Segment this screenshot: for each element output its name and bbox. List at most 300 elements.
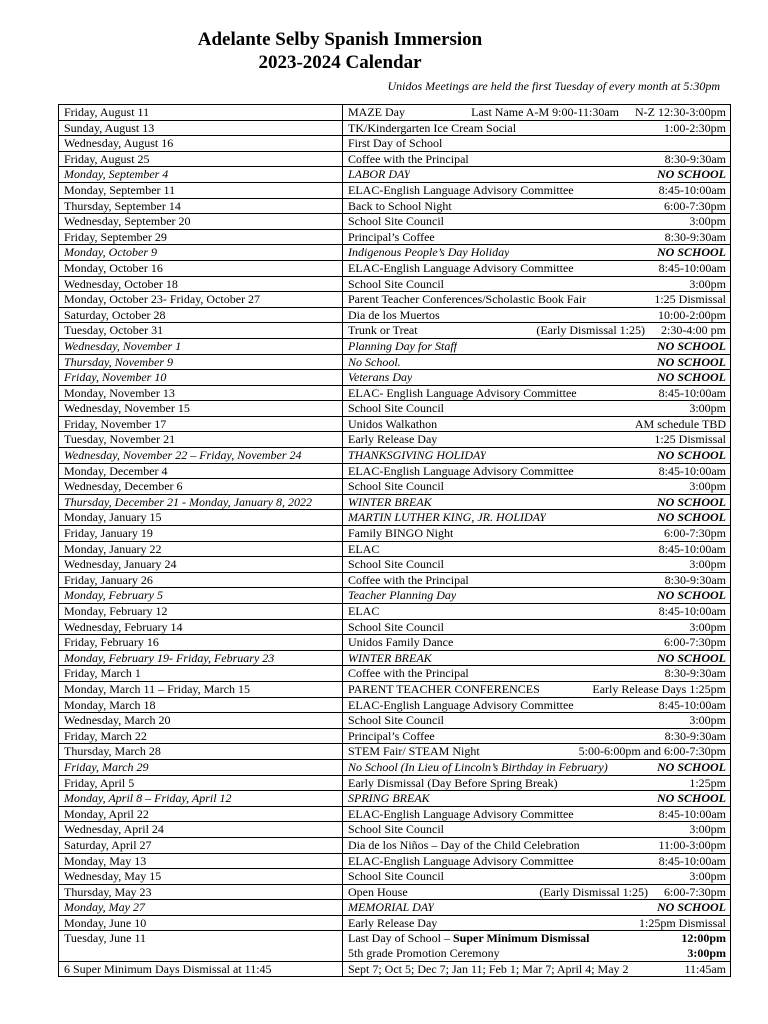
table-row [59,432,731,448]
event-date: Friday, August 11 [59,105,343,121]
table-row [59,900,731,916]
event-date: Friday, April 5 [59,775,343,791]
event-time: 8:45-10:00am [658,182,726,197]
event-cell [343,604,731,620]
event-date: Wednesday, October 18 [59,276,343,292]
event-cell [343,401,731,417]
event-line [348,510,726,525]
event-date: Thursday, December 21 - Monday, January 8, 2022 [59,494,343,510]
event-line [348,620,726,635]
event-description: LABOR DAY [348,167,411,182]
table-row [59,619,731,635]
table-row [59,214,731,230]
event-description: Coffee with the Principal [348,666,469,681]
event-date: Friday, September 29 [59,229,343,245]
event-description: ELAC-English Language Advisory Committee [348,806,574,821]
event-description-plain: Last Day of School – [348,931,453,946]
event-description: Coffee with the Principal [348,572,469,587]
event-description: 5th grade Promotion Ceremony [348,946,500,961]
event-cell [343,338,731,354]
event-cell [343,229,731,245]
event-cell [343,260,731,276]
table-row [59,557,731,573]
event-line [348,136,726,151]
event-date: Friday, January 19 [59,526,343,542]
table-row [59,775,731,791]
event-cell [343,853,731,869]
event-time: 8:45-10:00am [658,604,726,618]
event-line [348,962,726,977]
event-line [348,479,726,494]
event-cell [343,572,731,588]
event-cell [343,635,731,651]
event-line [348,651,726,666]
event-line [348,277,726,292]
event-cell [343,214,731,230]
event-line [348,869,726,884]
table-row-last-day [59,931,731,961]
no-school-label: NO SCHOOL [656,494,726,509]
calendar-table [58,104,731,977]
event-cell [343,557,731,573]
no-school-label: NO SCHOOL [656,900,726,915]
event-description: Open House [348,884,408,899]
event-date: Friday, March 29 [59,759,343,775]
event-date: Monday, February 19- Friday, February 23 [59,650,343,666]
event-date: Friday, January 26 [59,572,343,588]
event-line [348,386,726,401]
event-line [348,760,726,775]
event-date: Wednesday, September 20 [59,214,343,230]
event-date: Thursday, May 23 [59,884,343,900]
event-description: Dia de los Muertos [348,307,440,322]
event-date: Monday, January 22 [59,541,343,557]
event-cell [343,416,731,432]
event-detail: Last Name A-M 9:00-11:30am [471,105,619,119]
table-row [59,370,731,386]
event-time: 8:30-9:30am [664,229,726,244]
event-time: 1:25 Dismissal [654,432,726,447]
no-school-label: NO SCHOOL [656,588,726,603]
table-row [59,713,731,729]
event-cell [343,182,731,198]
event-line [348,838,726,853]
event-line [348,916,726,931]
table-row [59,635,731,651]
event-time: 3:00pm [689,713,726,728]
event-line [348,807,726,822]
event-cell [343,837,731,853]
event-line [348,105,726,120]
event-cell [343,370,731,386]
event-time: 1:00-2:30pm [664,120,726,135]
event-line [348,729,726,744]
event-date: Friday, March 1 [59,666,343,682]
event-line [348,199,726,214]
event-cell [343,744,731,760]
event-time: 8:45-10:00am [658,697,726,712]
event-description: SPRING BREAK [348,791,430,806]
table-row [59,136,731,152]
event-date: Saturday, October 28 [59,307,343,323]
event-date: Wednesday, February 14 [59,619,343,635]
event-description: ELAC [348,604,380,618]
table-row [59,292,731,308]
event-cell [343,822,731,838]
event-line [348,167,726,182]
event-cell [343,588,731,604]
event-time: 3:00pm [689,822,726,837]
event-description: School Site Council [348,713,444,728]
event-line [348,417,726,432]
event-cell [343,759,731,775]
event-description: Trunk or Treat [348,323,418,338]
event-description: Dia de los Niños – Day of the Child Celebration [348,837,580,852]
event-date: Wednesday, November 22 – Friday, November 24 [59,448,343,464]
table-row [59,869,731,885]
event-cell [343,510,731,526]
event-description: ELAC [348,541,380,556]
table-row [59,884,731,900]
table-row [59,354,731,370]
event-time: 8:45-10:00am [658,385,726,400]
event-date: Friday, March 22 [59,728,343,744]
table-row [59,806,731,822]
event-cell [343,961,731,977]
event-date: Tuesday, June 11 [59,931,343,961]
table-row [59,650,731,666]
table-row [59,401,731,417]
table-row [59,510,731,526]
event-time: N-Z 12:30-3:00pm [635,105,726,119]
event-date: Friday, August 25 [59,151,343,167]
event-description: WINTER BREAK [348,494,432,509]
event-description: ELAC-English Language Advisory Committee [348,260,574,275]
event-date: Wednesday, March 20 [59,713,343,729]
event-detail: (Early Dismissal 1:25) [536,323,645,338]
table-row [59,697,731,713]
event-cell [343,900,731,916]
event-line [348,635,726,650]
event-time: 8:45-10:00am [658,806,726,821]
event-line [348,448,726,463]
table-row [59,260,731,276]
event-time: 1:25pm Dismissal [638,915,726,930]
event-cell [343,915,731,931]
event-description: Teacher Planning Day [348,588,457,603]
event-line [348,822,726,837]
event-line [348,791,726,806]
table-row [59,791,731,807]
event-line [348,339,726,354]
event-line [348,713,726,728]
event-time: AM schedule TBD [634,416,726,431]
event-description: ELAC-English Language Advisory Committee [348,697,574,712]
event-line [348,495,726,510]
page-title: Adelante Selby Spanish Immersion [197,29,483,50]
event-line [348,604,726,619]
event-cell [343,697,731,713]
event-time: 3:00pm [689,276,726,291]
event-date: Friday, November 17 [59,416,343,432]
page-subtitle: 2023-2024 Calendar [258,52,422,73]
table-row [59,588,731,604]
event-cell [343,105,731,121]
event-date: Monday, April 22 [59,806,343,822]
event-time: 6:00-7:30pm [664,198,726,213]
event-line [348,370,726,385]
table-row [59,837,731,853]
event-cell [343,151,731,167]
table-row [59,681,731,697]
unidos-meeting-note: Unidos Meetings are held the first Tuesday of every month at 5:30pm [387,79,720,93]
event-time: 5:00-6:00pm and 6:00-7:30pm [578,744,726,759]
table-row [59,416,731,432]
event-line [348,323,726,338]
event-cell [343,323,731,339]
event-date: Wednesday, December 6 [59,479,343,495]
event-line [348,698,726,713]
event-date: Wednesday, January 24 [59,557,343,573]
event-line [348,214,726,229]
event-description: Coffee with the Principal [348,151,469,166]
event-description: Early Release Day [348,432,438,447]
table-row [59,759,731,775]
no-school-label: NO SCHOOL [656,338,726,353]
event-date: Monday, October 16 [59,260,343,276]
event-time: 6:00-7:30pm [664,635,726,650]
event-cell [343,666,731,682]
table-row [59,744,731,760]
event-description: Principal’s Coffee [348,728,435,743]
event-time: 8:30-9:30am [664,151,726,166]
event-cell [343,198,731,214]
table-row [59,915,731,931]
event-time: 11:00-3:00pm [658,837,726,852]
event-time: 3:00pm [689,479,726,494]
event-time: 3:00pm [687,946,726,961]
event-description: Early Dismissal (Day Before Spring Break) [348,775,558,790]
event-date: Monday, May 27 [59,900,343,916]
event-cell [343,806,731,822]
event-date: Tuesday, November 21 [59,432,343,448]
no-school-label: NO SCHOOL [656,354,726,369]
event-line [348,682,726,697]
event-description: Indigenous People’s Day Holiday [348,245,510,260]
event-cell [343,884,731,900]
event-line [348,245,726,260]
event-description: Back to School Night [348,198,452,213]
event-description: First Day of School [348,136,443,151]
event-date: Friday, November 10 [59,370,343,386]
event-description: MEMORIAL DAY [348,900,435,915]
event-line [348,900,726,915]
event-cell [343,448,731,464]
event-description: Unidos Family Dance [348,635,454,650]
table-row [59,105,731,121]
event-description: Family BINGO Night [348,526,454,541]
table-row [59,728,731,744]
event-date: 6 Super Minimum Days Dismissal at 11:45 [59,961,343,977]
event-date: Friday, February 16 [59,635,343,651]
event-line [348,931,726,946]
event-date: Thursday, September 14 [59,198,343,214]
event-description: School Site Council [348,822,444,837]
event-description: Unidos Walkathon [348,416,438,431]
event-time: 8:30-9:30am [664,728,726,743]
event-description: Sept 7; Oct 5; Dec 7; Jan 11; Feb 1; Mar 7; April 4; May 2 [348,961,629,976]
no-school-label: NO SCHOOL [656,791,726,806]
table-row [59,276,731,292]
no-school-label: NO SCHOOL [656,245,726,260]
event-description: Veterans Day [348,370,413,385]
event-line [348,744,726,759]
event-date: Monday, February 5 [59,588,343,604]
event-date: Thursday, November 9 [59,354,343,370]
event-time: 11:45am [684,961,726,976]
event-line [348,776,726,791]
event-cell [343,541,731,557]
event-cell [343,136,731,152]
event-time: 8:45-10:00am [658,463,726,478]
event-description: TK/Kindergarten Ice Cream Social [348,120,517,135]
event-time: 3:00pm [689,557,726,572]
event-line [348,152,726,167]
event-cell [343,479,731,495]
event-cell [343,463,731,479]
event-description: School Site Council [348,401,444,416]
table-row [59,526,731,542]
event-date: Monday, March 18 [59,697,343,713]
event-line [348,261,726,276]
event-date: Monday, September 11 [59,182,343,198]
event-time: 12:00pm [681,931,726,946]
table-row [59,120,731,136]
table-row [59,541,731,557]
event-cell [343,869,731,885]
table-row [59,604,731,620]
event-date: Monday, October 9 [59,245,343,261]
event-description: ELAC- English Language Advisory Committee [348,385,577,400]
event-line [348,121,726,136]
event-date: Monday, June 10 [59,915,343,931]
event-date: Tuesday, October 31 [59,323,343,339]
event-date: Monday, March 11 – Friday, March 15 [59,681,343,697]
event-description: MARTIN LUTHER KING, JR. HOLIDAY [348,510,547,525]
event-date: Wednesday, April 24 [59,822,343,838]
event-description: WINTER BREAK [348,650,432,665]
event-cell [343,650,731,666]
event-cell [343,120,731,136]
event-time: 8:30-9:30am [664,572,726,587]
event-time: 8:45-10:00am [658,260,726,275]
event-cell [343,245,731,261]
event-cell [343,432,731,448]
table-row [59,338,731,354]
event-date: Wednesday, August 16 [59,136,343,152]
event-date: Thursday, March 28 [59,744,343,760]
event-description: Planning Day for Staff [348,338,457,353]
event-line [348,355,726,370]
event-time: 8:30-9:30am [664,666,726,681]
event-time: 3:00pm [689,869,726,884]
event-cell [343,167,731,183]
event-description: PARENT TEACHER CONFERENCES [348,681,540,696]
event-description: School Site Council [348,479,444,494]
event-description: Principal’s Coffee [348,229,435,244]
event-date: Sunday, August 13 [59,120,343,136]
table-row [59,245,731,261]
event-cell [343,494,731,510]
table-row [59,853,731,869]
event-description: School Site Council [348,869,444,884]
event-cell [343,307,731,323]
no-school-label: NO SCHOOL [656,510,726,525]
event-date: Monday, December 4 [59,463,343,479]
table-row [59,822,731,838]
event-description: MAZE Day [348,105,405,119]
no-school-label: NO SCHOOL [656,370,726,385]
event-description: ELAC-English Language Advisory Committee [348,853,574,868]
event-description: Early Release Day [348,915,438,930]
no-school-label: NO SCHOOL [656,167,726,182]
event-cell [343,931,731,961]
event-cell [343,775,731,791]
event-line [348,557,726,572]
event-description [348,931,589,946]
table-row [59,463,731,479]
event-time: Early Release Days 1:25pm [592,681,726,696]
event-cell [343,681,731,697]
event-time: 3:00pm [689,214,726,229]
event-line [348,666,726,681]
event-description: School Site Council [348,557,444,572]
event-description: THANKSGIVING HOLIDAY [348,448,487,463]
event-cell [343,354,731,370]
event-line [348,854,726,869]
table-row [59,151,731,167]
event-cell [343,292,731,308]
no-school-label: NO SCHOOL [656,448,726,463]
event-date: Wednesday, November 15 [59,401,343,417]
event-line [348,573,726,588]
no-school-label: NO SCHOOL [656,650,726,665]
table-row [59,494,731,510]
table-row [59,198,731,214]
table-row [59,229,731,245]
event-time: 10:00-2:00pm [658,307,726,322]
event-line [348,464,726,479]
super-minimum-label: Super Minimum Dismissal [452,931,590,946]
event-time: 8:45-10:00am [658,541,726,556]
event-time: 1:25 Dismissal [654,292,726,307]
event-date: Monday, November 13 [59,385,343,401]
event-line [348,183,726,198]
event-description: School Site Council [348,214,444,229]
event-cell [343,619,731,635]
event-time: 1:25pm [689,775,726,790]
event-description: ELAC-English Language Advisory Committee [348,463,574,478]
event-description: School Site Council [348,619,444,634]
event-description: STEM Fair/ STEAM Night [348,744,480,759]
event-time: 2:30-4:00 pm [661,323,726,338]
table-row [59,448,731,464]
event-date: Monday, May 13 [59,853,343,869]
table-row [59,307,731,323]
event-time: 6:00-7:30pm [664,884,726,899]
table-row [59,323,731,339]
event-cell [343,526,731,542]
